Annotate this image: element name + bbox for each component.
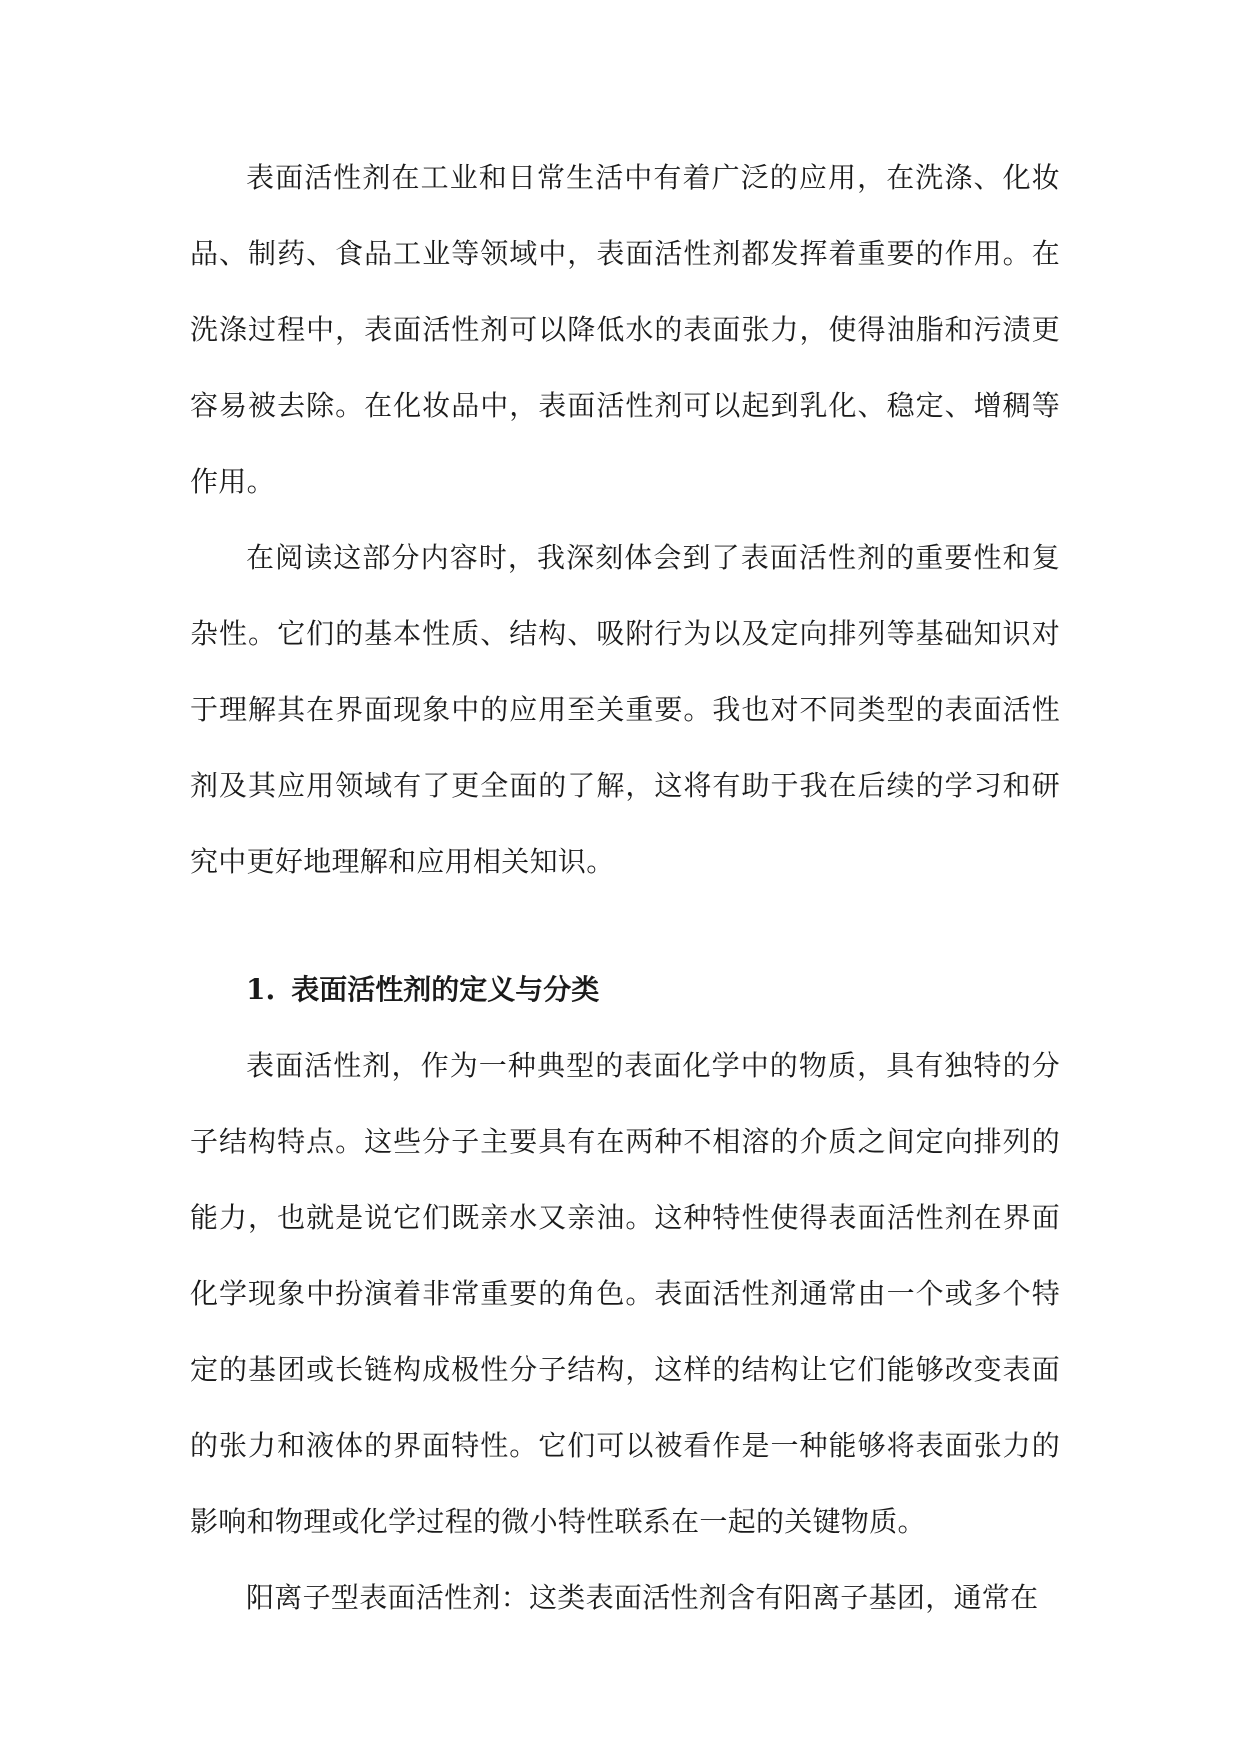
section-title: 表面活性剂的定义与分类 xyxy=(291,973,600,1006)
paragraph-reflection: 在阅读这部分内容时，我深刻体会到了表面活性剂的重要性和复杂性。它们的基本性质、结构、吸附行为以及定向排列等基础知识对于理解其在界面现象中的应用至关重要。我也对不同类型的表面活性剂及其应用领域有了更全面的了解，这将有助于我在后续的学习和研究中更好地理解和应用相关知识。 xyxy=(190,541,1060,878)
document-page xyxy=(190,140,1060,1636)
paragraph-definition: 表面活性剂，作为一种典型的表面化学中的物质，具有独特的分子结构特点。这些分子主要具有在两种不相溶的介质之间定向排列的能力，也就是说它们既亲水又亲油。这种特性使得表面活性剂在界面化学现象中扮演着非常重要的角色。表面活性剂通常由一个或多个特定的基团或长链构成极性分子结构，这样的结构让它们能够改变表面的张力和液体的界面特性。它们可以被看作是一种能够将表面张力的影响和物理或化学过程的微小特性联系在一起的关键物质。 xyxy=(190,1049,1060,1538)
paragraph-cationic: 阳离子型表面活性剂：这类表面活性剂含有阳离子基团，通常在 xyxy=(246,1581,1039,1614)
section-heading xyxy=(190,952,1060,1028)
section-number: 1. xyxy=(246,973,276,1006)
paragraph-applications: 表面活性剂在工业和日常生活中有着广泛的应用，在洗涤、化妆品、制药、食品工业等领域中，表面活性剂都发挥着重要的作用。在洗涤过程中，表面活性剂可以降低水的表面张力，使得油脂和污渍更容易被去除。在化妆品中，表面活性剂可以起到乳化、稳定、增稠等作用。 xyxy=(190,161,1060,498)
